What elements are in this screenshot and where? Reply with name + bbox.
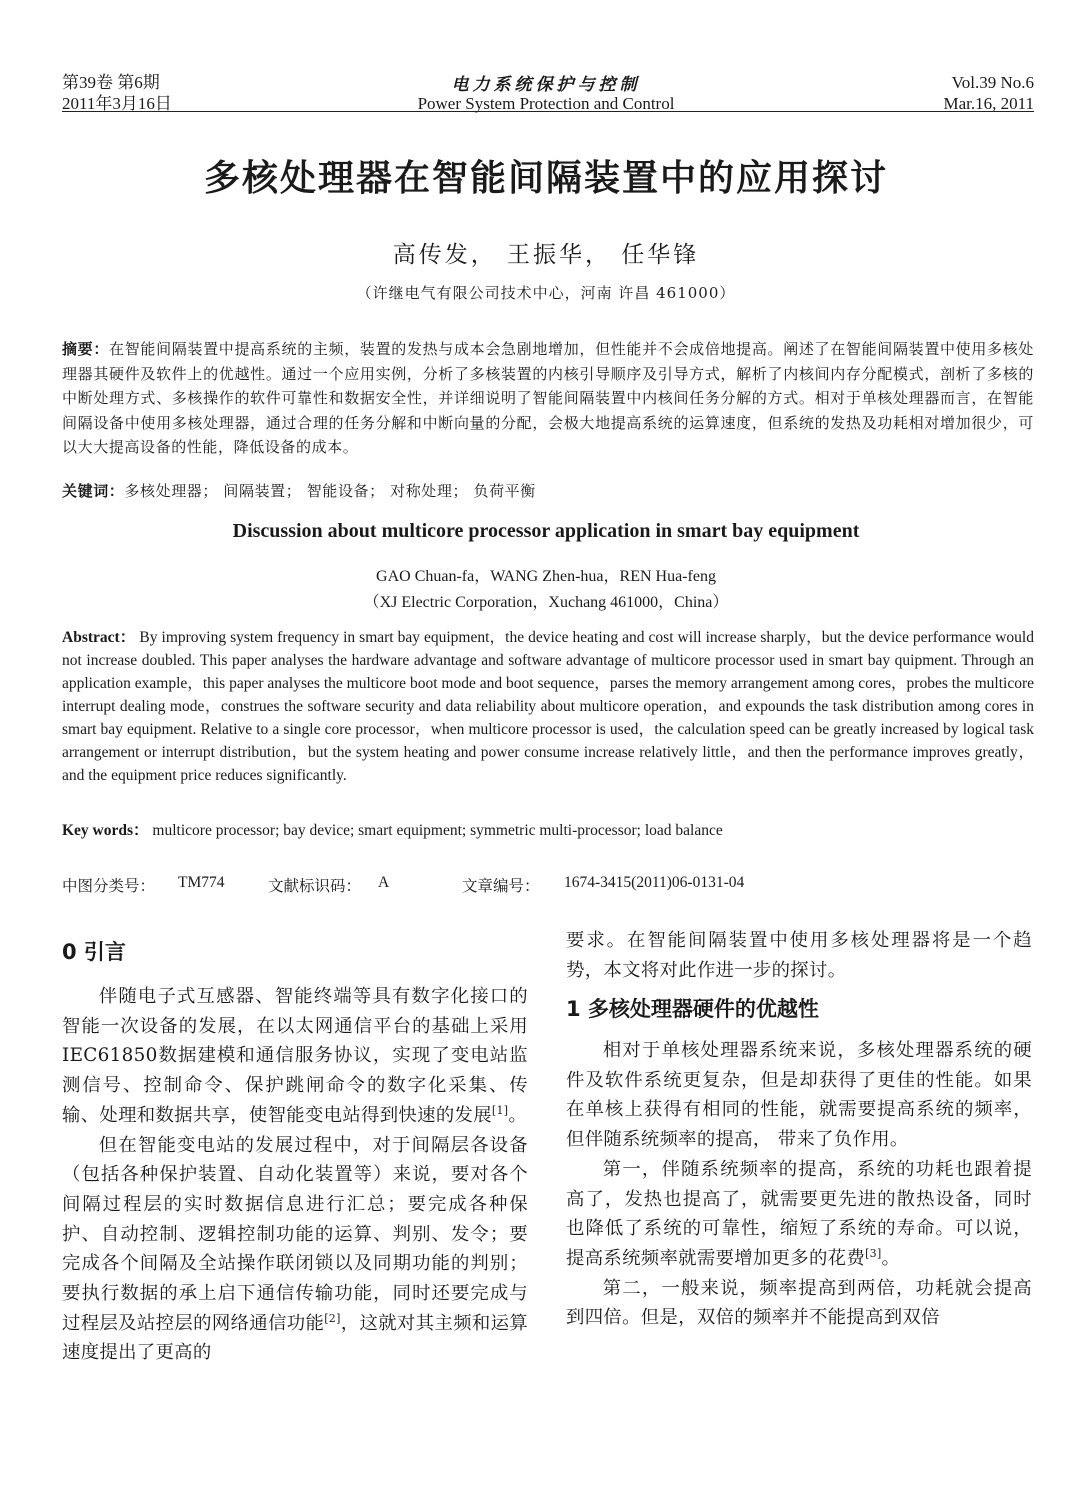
left-column <box>62 982 528 1368</box>
citation-1: [1] <box>491 1103 509 1117</box>
paper-title-en: Discussion about multicore processor application in smart bay equipment <box>232 520 860 542</box>
section-1-heading: 1 多核处理器硬件的优越性 <box>566 997 819 1021</box>
authors-en: GAO Chuan-fa，WANG Zhen-hua，REN Hua-feng <box>376 568 716 585</box>
affiliation-cn: （许继电气有限公司技术中心，河南 许昌 461000） <box>356 284 736 302</box>
date-en: Mar.16, 2011 <box>943 94 1034 113</box>
abstract-cn <box>62 337 1034 460</box>
clc-label: 中图分类号： <box>62 878 156 895</box>
right-column-top <box>566 926 1032 985</box>
citation-3: [3] <box>865 1246 882 1260</box>
keywords-en-text: multicore processor; bay device; smart equipment; symmetric multi-processor; load balance <box>148 822 723 839</box>
volume-issue-en: Vol.39 No.6 <box>951 73 1034 92</box>
keywords-cn <box>62 479 1034 504</box>
abstract-en <box>62 626 1034 787</box>
journal-name-en: Power System Protection and Control <box>417 94 675 113</box>
keywords-en <box>62 818 1034 840</box>
section-0-paragraph-1: 伴随电子式互感器、智能终端等具有数字化接口的智能一次设备的发展，在以太网通信平台的基础上采用IEC61850数据建模和通信服务协议，实现了变电站监测信号、控制命令、保护跳闸命令的数字化采集、传输、处理和数据共享，使智能变电站得到快速的发展[1]。 <box>62 986 528 1126</box>
keywords-cn-text: 多核处理器； 间隔装置； 智能设备； 对称处理； 负荷平衡 <box>124 482 536 500</box>
paper-title-cn: 多核处理器在智能间隔装置中的应用探讨 <box>203 158 888 199</box>
abstract-en-text: By improving system frequency in smart bay equipment，the device heating and cost will increase sharply，but the device performance would not increase doubled. This paper analyses the hardware advantage and software advantage of multicore processor used in smart bay quipment. Through an application example，this paper analyses the multicore boot mode and boot sequence，parses the memory arrangement among cores，probes the multicore interrupt dealing mode，construes the software security and data reliability about multicore operation，and expounds the task distribution among cores in smart bay equipment. Relative to a single core processor，when multicore processor is used，the calculation speed can be greatly increased by logical task arrangement or interrupt distribution，but the system heating and power consume increase relatively little，and then the performance improves greatly，and the equipment price reduces significantly. <box>62 629 1034 784</box>
volume-issue-cn: 第39卷 第6期 <box>62 73 160 92</box>
affiliation-en: （XJ Electric Corporation，Xuchang 461000，China） <box>363 594 729 611</box>
right-column <box>566 1036 1032 1333</box>
clc-value: TM774 <box>178 874 225 891</box>
authors-cn: 高传发， 王振华， 任华锋 <box>392 242 700 268</box>
keywords-en-label: Key words： <box>62 822 149 839</box>
article-no-label: 文章编号： <box>462 878 540 895</box>
date-cn: 2011年3月16日 <box>62 94 172 113</box>
abstract-en-label: Abstract： <box>62 629 136 646</box>
section-0-paragraph-3: 要求。在智能间隔装置中使用多核处理器将是一个趋势，本文将对此作进一步的探讨。 <box>566 930 1032 981</box>
journal-name-cn: 电力系统保护与控制 <box>451 75 641 95</box>
abstract-cn-label: 摘要： <box>62 340 110 358</box>
doc-code-label: 文献标识码： <box>268 878 362 895</box>
section-1-paragraph-3: 第二，一般来说，频率提高到两倍，功耗就会提高到四倍。但是，双倍的频率并不能提高到双倍 <box>566 1277 1032 1329</box>
keywords-cn-label: 关键词： <box>62 482 125 500</box>
section-0-heading: 0 引言 <box>62 940 126 964</box>
section-1-paragraph-2: 第一，伴随系统频率的提高，系统的功耗也跟着提高了，发热也提高了，就需要更先进的散热设备，同时也降低了系统的可靠性，缩短了系统的寿命。可以说，提高系统频率就需要增加更多的花费[3]。 <box>566 1158 1032 1269</box>
section-1-paragraph-1: 相对于单核处理器系统来说，多核处理器系统的硬件及软件系统更复杂，但是却获得了更佳的性能。如果在单核上获得有相同的性能，就需要提高系统的频率，但伴随系统频率的提高， 带来了负作用。 <box>566 1040 1032 1151</box>
abstract-cn-text: 在智能间隔装置中提高系统的主频，装置的发热与成本会急剧地增加，但性能并不会成倍地提高。阐述了在智能间隔装置中使用多核处理器其硬件及软件上的优越性。通过一个应用实例，分析了多核装置的内核引导顺序及引导方式，解析了内核间内存分配模式，剖析了多核的中断处理方式、多核操作的软件可靠性和数据安全性，并详细说明了智能间隔装置中内核间任务分解的方式。相对于单核处理器而言，在智能间隔设备中使用多核处理器，通过合理的任务分解和中断向量的分配，会极大地提高系统的运算速度，但系统的发热及功耗相对增加很少，可以大大提高设备的性能，降低设备的成本。 <box>62 340 1034 457</box>
doc-code-value: A <box>378 874 390 891</box>
header-rule <box>62 111 1034 112</box>
section-0-paragraph-2: 但在智能变电站的发展过程中，对于间隔层各设备（包括各种保护装置、自动化装置等）来说，要对各个间隔过程层的实时数据信息进行汇总；要完成各种保护、自动控制、逻辑控制功能的运算、判别、发令；要完成各个间隔及全站操作联闭锁以及同期功能的判别；要执行数据的承上启下通信传输功能，同时还要完成与过程层及站控层的网络通信功能[2]，这就对其主频和运算速度提出了更高的 <box>62 1134 528 1364</box>
citation-2: [2] <box>324 1311 341 1325</box>
article-no-value: 1674-3415(2011)06-0131-04 <box>564 874 745 891</box>
